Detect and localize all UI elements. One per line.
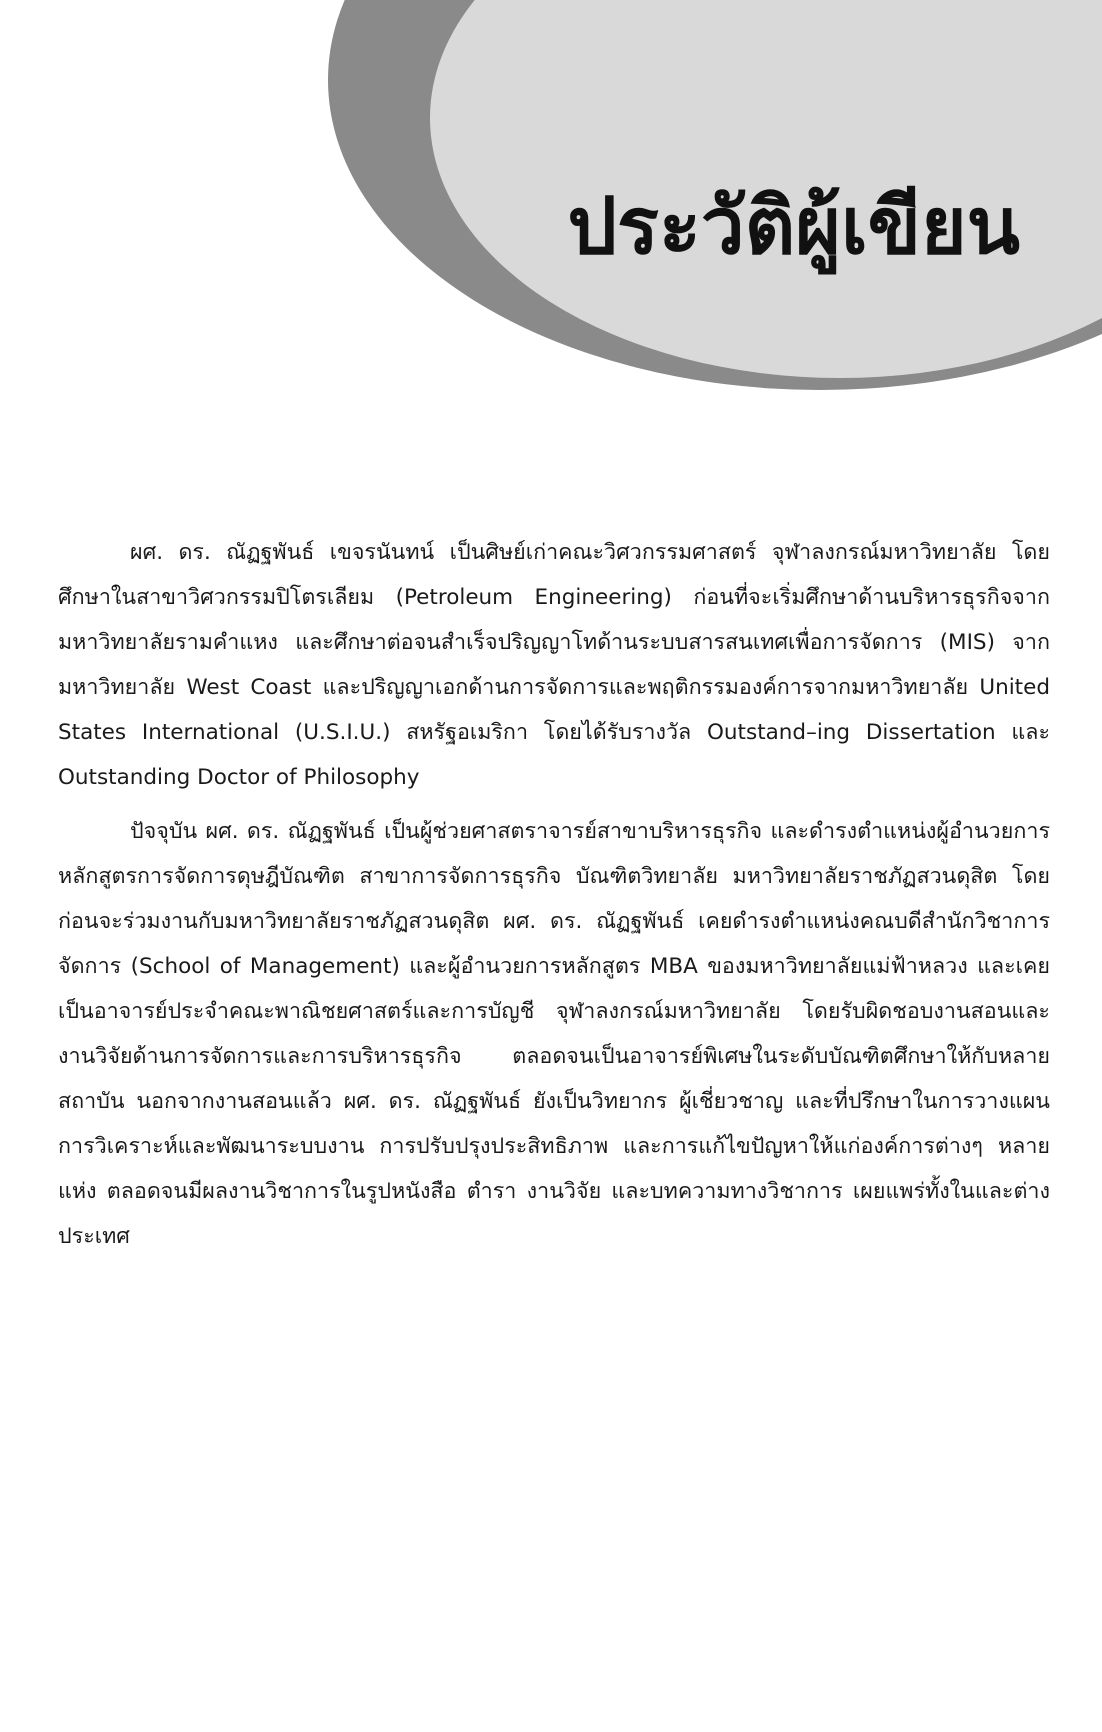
page-title: ประวัติผู้เขียน: [567, 182, 1020, 272]
biography-body: [58, 530, 1050, 1268]
biography-paragraph-1: ผศ. ดร. ณัฏฐพันธ์ เขจรนันทน์ เป็นศิษย์เก่าคณะวิศวกรรมศาสตร์ จุฬาลงกรณ์มหาวิทยาลัย โดยศึกษาในสาขาวิศวกรรมปิโตรเลียม (Petroleum Engineering) ก่อนที่จะเริ่มศึกษาด้านบริหารธุรกิจจากมหาวิทยาลัยรามคำแหง และศึกษาต่อจนสำเร็จปริญญาโทด้านระบบสารสนเทศเพื่อการจัดการ (MIS) จากมหาวิทยาลัย West Coast และปริญญาเอกด้านการจัดการและพฤติกรรมองค์การจากมหาวิทยาลัย United States International (U.S.I.U.) สหรัฐอเมริกา โดยได้รับรางวัล Outstand–ing Dissertation และ Outstanding Doctor of Philosophy: [58, 540, 1050, 790]
biography-paragraph-2: ปัจจุบัน ผศ. ดร. ณัฏฐพันธ์ เป็นผู้ช่วยศาสตราจารย์สาขาบริหารธุรกิจ และดำรงตำแหน่งผู้อำนวยการหลักสูตรการจัดการดุษฎีบัณฑิต สาขาการจัดการธุรกิจ บัณฑิตวิทยาลัย มหาวิทยาลัยราชภัฏสวนดุสิต โดยก่อนจะร่วมงานกับมหาวิทยาลัยราชภัฏสวนดุสิต ผศ. ดร. ณัฏฐพันธ์ เคยดำรงตำแหน่งคณบดีสำนักวิชาการจัดการ (School of Management) และผู้อำนวยการหลักสูตร MBA ของมหาวิทยาลัยแม่ฟ้าหลวง และเคยเป็นอาจารย์ประจำคณะพาณิชยศาสตร์และการบัญชี จุฬาลงกรณ์มหาวิทยาลัย โดยรับผิดชอบงานสอนและงานวิจัยด้านการจัดการและการบริหารธุรกิจ ตลอดจนเป็นอาจารย์พิเศษในระดับบัณฑิตศึกษาให้กับหลายสถาบัน นอกจากงานสอนแล้ว ผศ. ดร. ณัฏฐพันธ์ ยังเป็นวิทยากร ผู้เชี่ยวชาญ และที่ปรึกษาในการวางแผน การวิเคราะห์และพัฒนาระบบงาน การปรับปรุงประสิทธิภาพ และการแก้ไขปัญหาให้แก่องค์การต่างๆ หลายแห่ง ตลอดจนมีผลงานวิชาการในรูปหนังสือ ตำรา งานวิจัย และบทความทางวิชาการ เผยแพร่ทั้งในและต่างประเทศ: [58, 819, 1050, 1249]
